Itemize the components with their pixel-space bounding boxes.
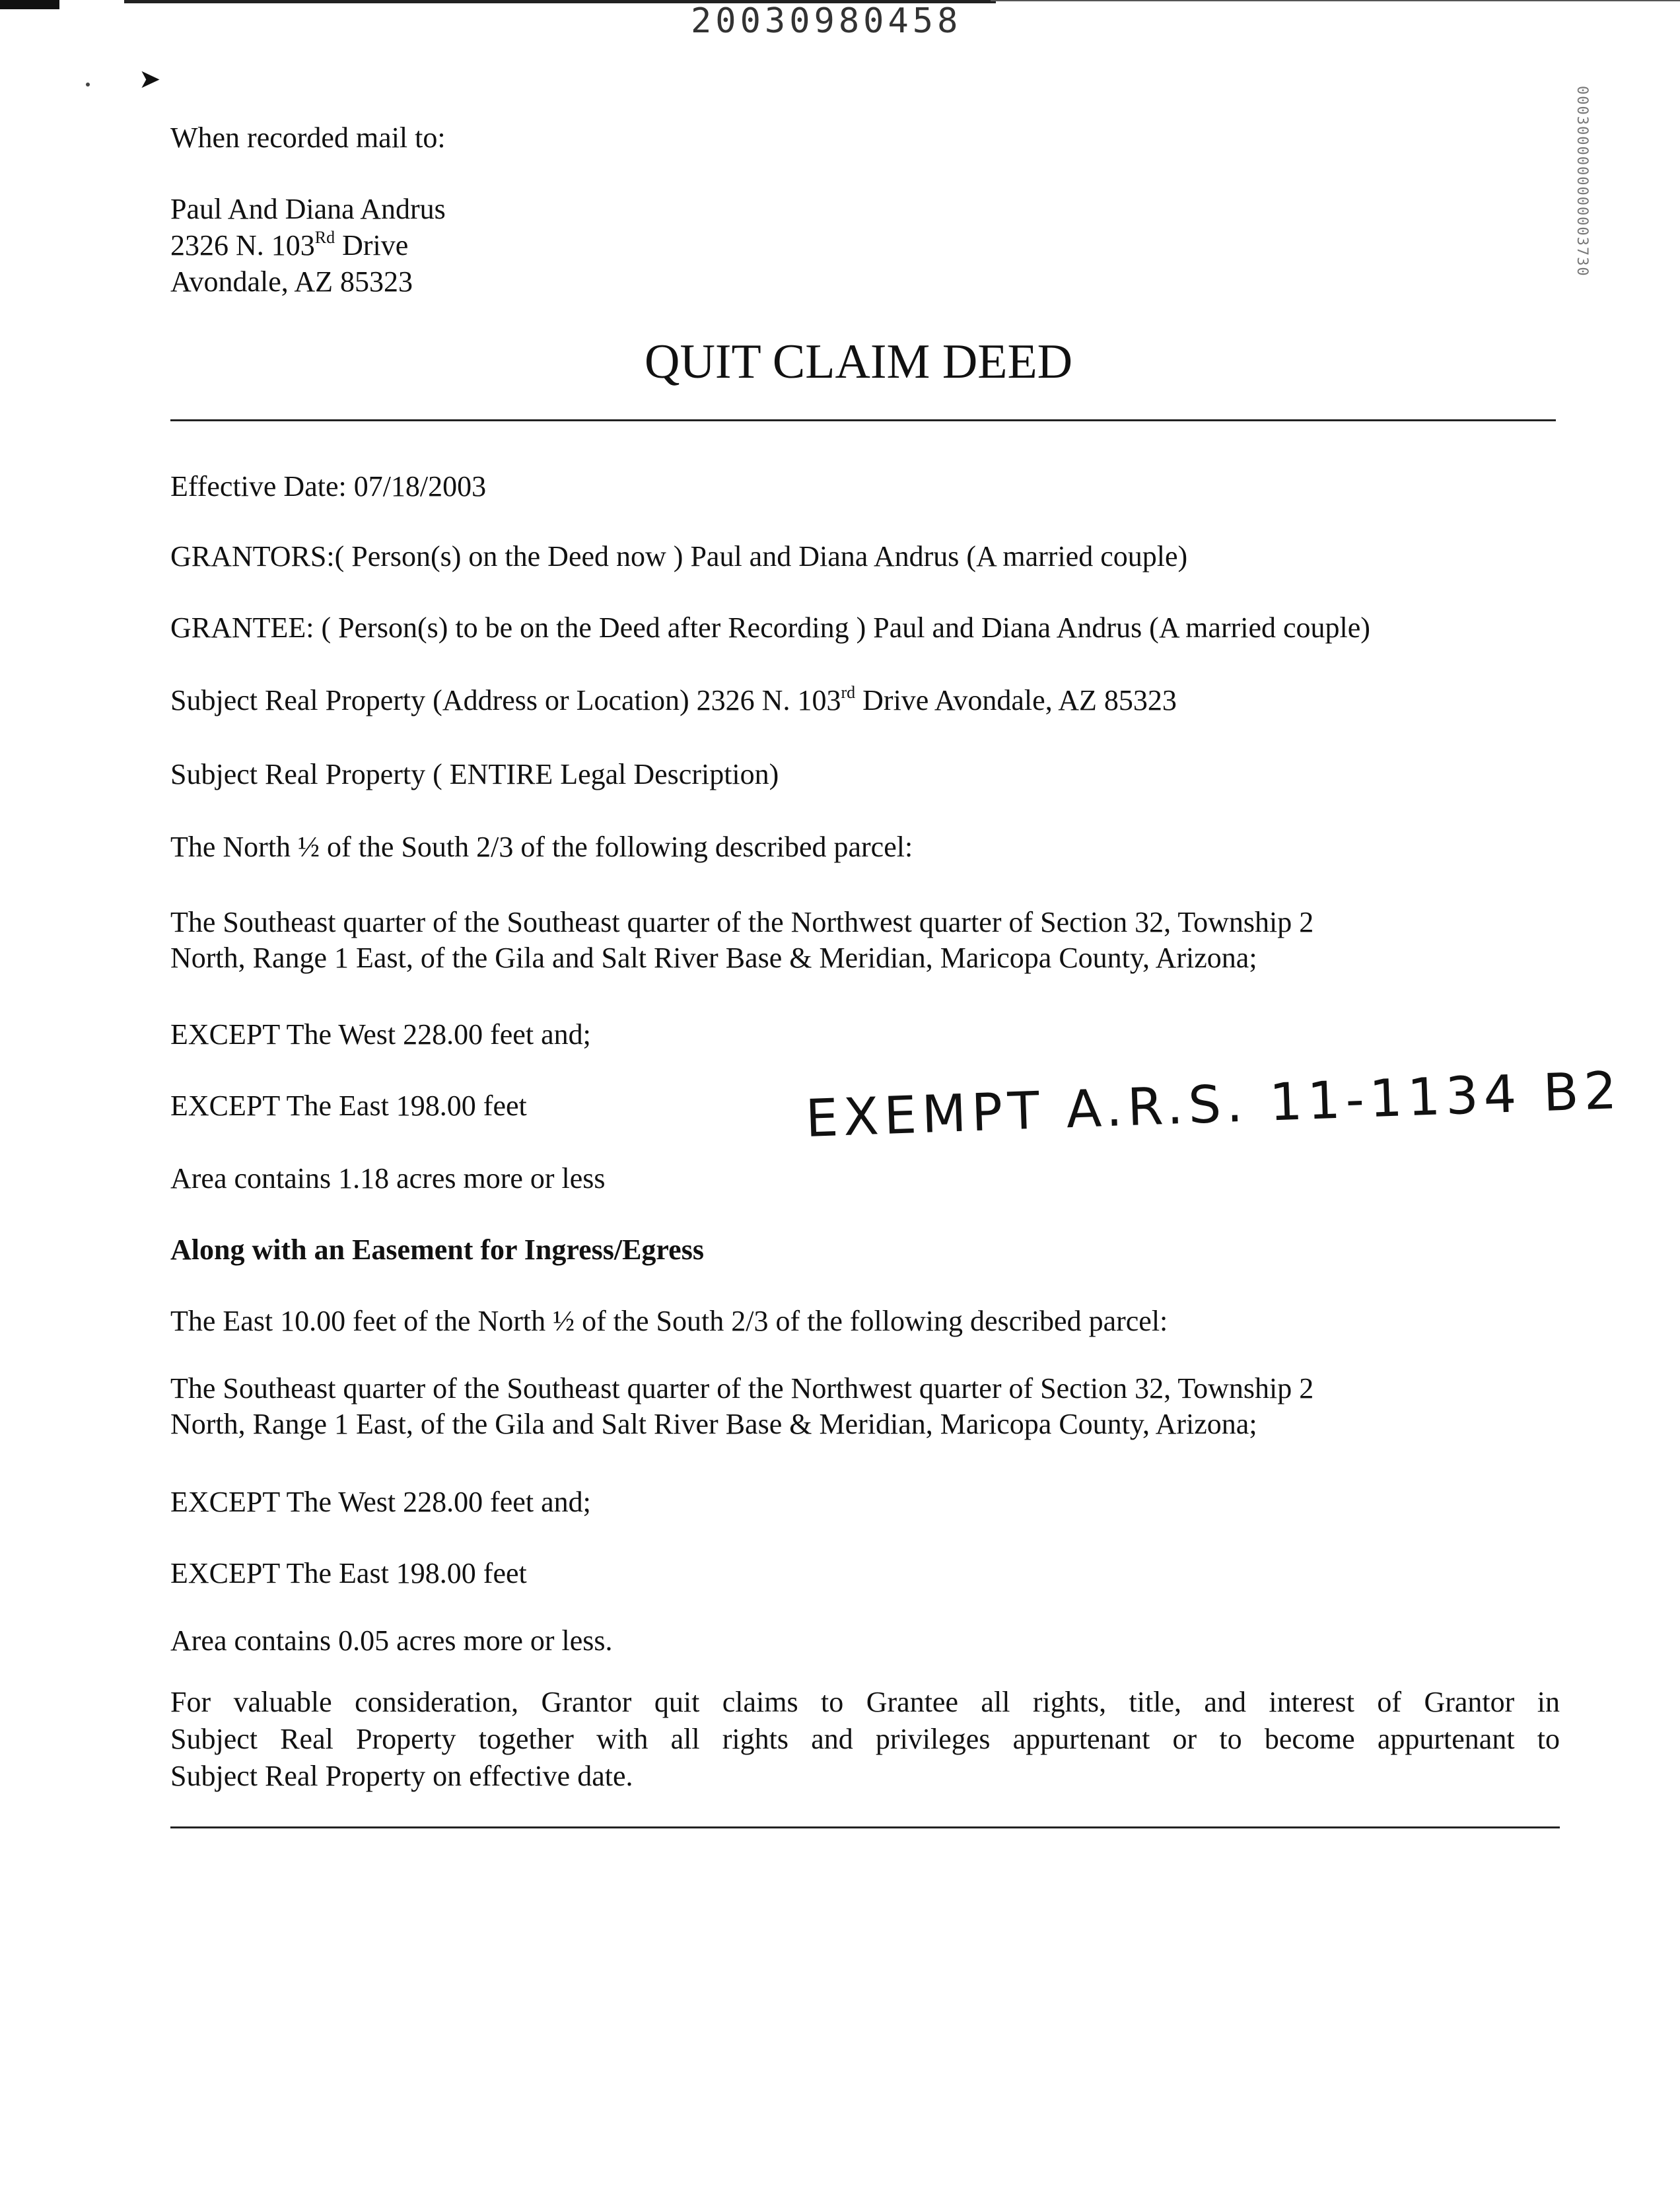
title-divider bbox=[170, 419, 1556, 421]
consideration-line-2: Subject Real Property together with all rights and privileges appurtenant or to become appurtenant to bbox=[170, 1723, 1560, 1755]
easement-heading: Along with an Easement for Ingress/Egress bbox=[170, 1233, 704, 1266]
exemption-stamp: EXEMPT A.R.S. 11-1134 B2 bbox=[804, 1060, 1623, 1149]
consideration-line-3: Subject Real Property on effective date. bbox=[170, 1760, 633, 1792]
return-address-label: When recorded mail to: bbox=[170, 122, 446, 154]
legal-description-label: Subject Real Property ( ENTIRE Legal Description) bbox=[170, 758, 779, 790]
return-address-city: Avondale, AZ 85323 bbox=[170, 265, 413, 298]
recording-number: 20030980458 bbox=[691, 1, 962, 41]
effective-date: Effective Date: 07/18/2003 bbox=[170, 470, 487, 503]
easement-description-line-2: North, Range 1 East, of the Gila and Salt River Base & Meridian, Maricopa County, Arizona; bbox=[170, 1408, 1257, 1440]
scan-mark bbox=[0, 0, 59, 9]
bottom-divider bbox=[170, 1826, 1560, 1828]
easement-description-line-1: The Southeast quarter of the Southeast quarter of the Northwest quarter of Section 32, Township 2 bbox=[170, 1372, 1314, 1405]
parcel-intro: The North ½ of the South 2/3 of the following described parcel: bbox=[170, 831, 913, 863]
margin-code: 0003000000000003730 bbox=[1574, 86, 1590, 277]
scan-dot bbox=[86, 83, 90, 87]
parcel-description-line-1: The Southeast quarter of the Southeast quarter of the Northwest quarter of Section 32, Township 2 bbox=[170, 906, 1314, 938]
return-address-name: Paul And Diana Andrus bbox=[170, 193, 446, 225]
easement-area: Area contains 0.05 acres more or less. bbox=[170, 1624, 613, 1657]
document-title: QUIT CLAIM DEED bbox=[645, 335, 1073, 389]
parcel-description-line-2: North, Range 1 East, of the Gila and Salt River Base & Meridian, Maricopa County, Arizona; bbox=[170, 942, 1257, 974]
property-address: Subject Real Property (Address or Location) 2326 N. 103rd Drive Avondale, AZ 85323 bbox=[170, 683, 1177, 716]
scan-arrow-mark: ➤ bbox=[139, 64, 161, 94]
easement-except-west: EXCEPT The West 228.00 feet and; bbox=[170, 1486, 591, 1518]
return-address-street: 2326 N. 103Rd Drive bbox=[170, 228, 409, 261]
consideration-clause bbox=[170, 1684, 1560, 1795]
parcel-except-west: EXCEPT The West 228.00 feet and; bbox=[170, 1018, 591, 1051]
consideration-line-1: For valuable consideration, Grantor quit claims to Grantee all rights, title, and interest of Grantor in bbox=[170, 1686, 1560, 1718]
grantee: GRANTEE: ( Person(s) to be on the Deed after Recording ) Paul and Diana Andrus (A married couple) bbox=[170, 611, 1370, 644]
parcel-area: Area contains 1.18 acres more or less bbox=[170, 1162, 606, 1195]
parcel-except-east: EXCEPT The East 198.00 feet bbox=[170, 1090, 527, 1122]
easement-intro: The East 10.00 feet of the North ½ of the South 2/3 of the following described parcel: bbox=[170, 1305, 1168, 1337]
top-scan-line-right bbox=[991, 0, 1680, 1]
grantors: GRANTORS:( Person(s) on the Deed now ) Paul and Diana Andrus (A married couple) bbox=[170, 540, 1188, 573]
easement-except-east: EXCEPT The East 198.00 feet bbox=[170, 1557, 527, 1589]
